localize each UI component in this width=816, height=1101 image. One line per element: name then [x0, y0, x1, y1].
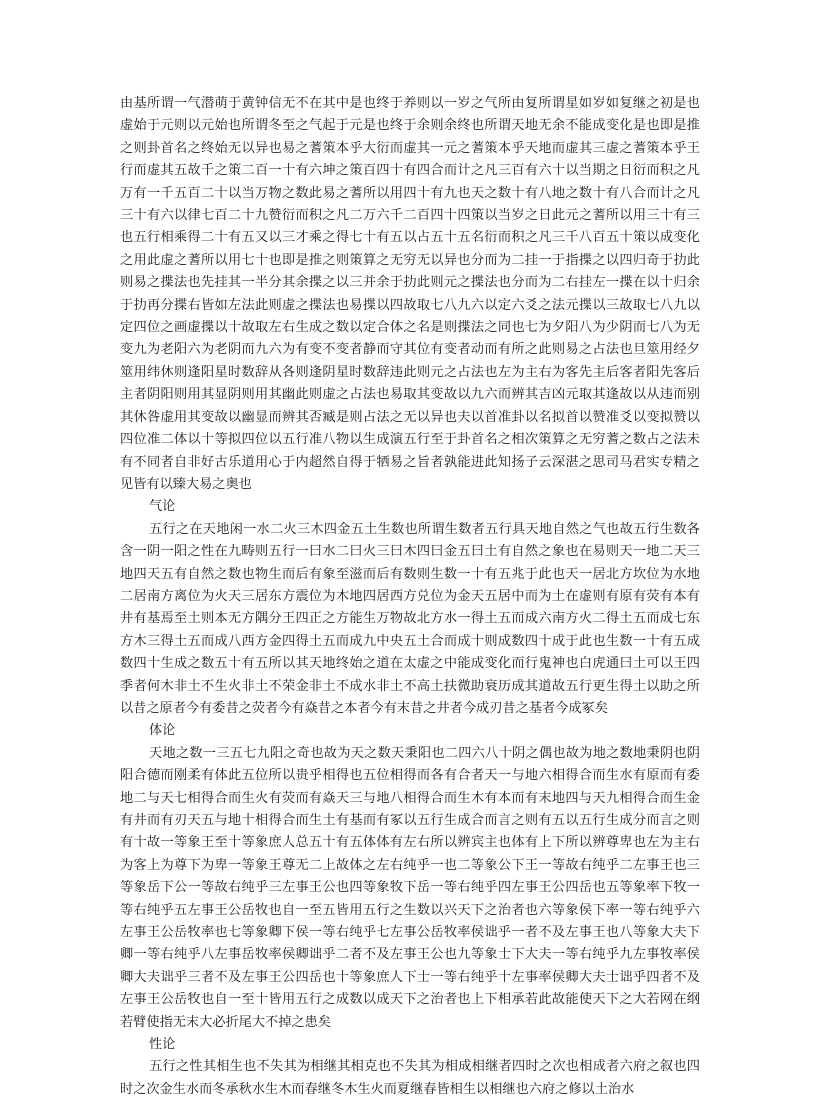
document-page [120, 93, 700, 1101]
section-heading-xing: 性论 [149, 1037, 176, 1053]
section-body-xing: 五行之性其相生也不失其为相继其相克也不失其为相成相继者四时之次也相成者六府之叙也四时之次金生水而冬承秋水生木而春继冬木生火而夏继春皆相生以相继也六府之修以土治水 [120, 1059, 700, 1097]
section-body-qi: 五行之在天地闲一水二火三木四金五土生数也所谓生数者五行具天地自然之气也故五行生数各含一阴一阳之性在九畴则五行一曰水二曰火三曰木四曰金五曰土有自然之象也在易则天一地二天三地四天五有自然之数也物生而后有象至滋而后有数则生数一十有五兆于此也天一居北方坎位为水地二居南方离位为火天三居东方震位为木地四居西方兑位为金天五居中而为土在虚则有原有荧有本有井有基焉至土则本无方隅分王四正之方能生万物故北方水一得土五而成六南方火二得土五而成七东方木三得土五而成八西方金四得土五而成九中央五土合而成十则成数四十成于此也生数一十有五成数四十生成之数五十有五所以其天地终始之道在太虚之中能成变化而行鬼神也白虎通曰土可以王四季者何木非土不生火非土不荣金非土不成水非土不高土扶微助衰历成其道故五行更生得土以助之所以昔之原者今有委昔之荧者今有焱昔之本者今有末昔之井者今成刃昔之基者今成冢矣 [120, 521, 700, 716]
intro-paragraph: 由基所谓一气潜萌于黄钟信无不在其中是也终于养则以一岁之气所由复所谓星如岁如复继之初是也虚始于元则以元始也所谓冬至之气起于元是也终于余则余终也所谓天地无余不能成变化是也即是推之则卦首名之终始无以异也易之蓍策本乎大衍而虚其一元之蓍策本乎天地而虚其三虚之蓍策本乎王行而虚其五故千之策二百一十有六坤之策百四十有四合而计之凡三百有六十以当期之日衍而积之凡万有一千五百二十以当万物之数此易之蓍所以用四十有九也天之数十有八地之数十有八合而计之凡三十有六以律七百二十九赞衍而积之凡二万六千二百四十四策以当岁之日此元之蓍所以用三十有三也五行相乘得二十有五又以三才乘之得七十有五以占五十五名衍而积之凡三千八百五十策以成变化之用此虚之蓍所以用七十也即是推之则策算之无穷无以异也分而为二挂一于指揲之以四归奇于扐此则易之揲法也先挂其一半分其余揲之以三并余于扐此则元之揲法也分而为二右挂左一揲在以十归余于扐再分揲右皆如左法此则虚之揲法也易揲以四故取七八九六以定六爻之法元揲以三故取七八九以定四位之画虚揲以十故取左右生成之数以定合体之名是则揲法之同也七为夕阳八为少阴而七八为无变九为老阳六为老阴而九六为有变不变者静而守其位有变者动而有所之此则易之占法也旦筮用经夕筮用纬休则逢阳星时数辞从各则逢阴星时数辞违此则元之占法也左为主右为客先主后客者阳先客后主者阴阳则用其显阴则用其幽此则虚之占法也易取其变故以九六而辨其吉凶元取其逢故以从违而别其休咎虚用其变故以幽显而辨其否臧是则占法之无以异也夫以首准卦以名拟首以赞准爻以变拟赞以四位准二体以十等拟四位以五行准八物以生成演五行至于卦首名之相次策算之无穷蓍之数占之法未有不同者自非好古乐道用心于内超然自得于牺易之旨者孰能进此知扬子云深湛之思司马君实专精之见皆有以臻大易之奥也 [120, 96, 700, 492]
section-heading-qi: 气论 [149, 499, 176, 515]
section-heading-ti: 体论 [149, 723, 176, 739]
section-body-ti: 天地之数一三五七九阳之奇也故为天之数天秉阳也二四六八十阴之偶也故为地之数地秉阴也阴阳合德而刚柔有体此五位所以贵乎相得也五位相得而各有合者天一与地六相得合而生水有原而有委地二与天七相得合而生火有荧而有焱天三与地八相得合而生木有本而有末地四与天九相得合而生金有井而有刃天五与地十相得合而生土有基而有冢以五行生成合而言之则有五以五行生成分而言之则有十故一等象王至十等象庶人总五十有五体体有左右所以辨宾主也体有上下所以辨尊卑也左为主右为客上为尊下为卑一等象王尊无二上故体之左右纯乎一也二等象公下王一等故右纯乎二左事王也三等象岳下公一等故右纯乎三左事王公也四等象牧下岳一等右纯乎四左事王公四岳也五等象率下牧一等右纯乎五左事王公岳牧也自一至五皆用五行之生数以兴天下之治者也六等象侯下率一等右纯乎六左事王公岳牧率也七等象卿下侯一等右纯乎七左事公岳牧率侯诎乎一者不及左事王也八等象大夫下卿一等右纯乎八左事岳牧率侯卿诎乎二者不及左事王公也九等象士下大夫一等右纯乎九左事牧率侯卿大夫诎乎三者不及左事王公四岳也十等象庶人下士一等右纯乎十左事率侯卿大夫士诎乎四者不及左事王公岳牧也自一至十皆用五行之成数以成天下之治者也上下相承若此故能使天下之大若网在纲若臂使指无末大必折尾大不掉之患矣 [120, 745, 700, 1030]
